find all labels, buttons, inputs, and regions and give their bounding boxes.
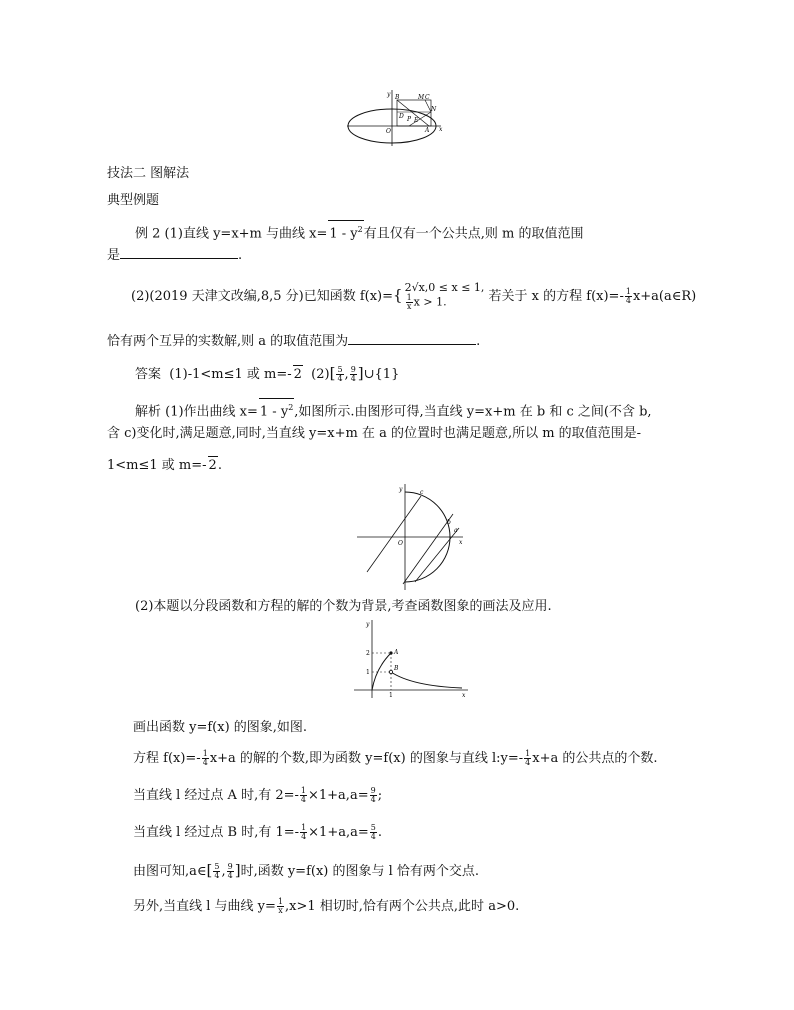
label-B: B	[395, 94, 400, 101]
label-P: P	[407, 116, 412, 123]
reciprocal-curve	[391, 672, 462, 688]
subheading: 典型例题	[107, 193, 160, 208]
step-2: 方程 f(x)=- $\frac{1}{4}$ x+a 的解的个数,即为函数 y=f(x) 的图象与直线 l:y=- $\frac{1}{4}$ x+a 的公共点的个数.	[133, 749, 658, 767]
step-1: 画出函数 y=f(x) 的图象,如图.	[133, 720, 308, 735]
tick-1: 1	[366, 669, 370, 676]
example-line-4: 恰有两个互异的实数解,则 a 的取值范围为 .	[107, 334, 481, 349]
section-heading: 技法二 图解法	[107, 166, 190, 181]
step-3: 当直线 l 经过点 A 时,有 2=- $\frac{1}{4}$ ×1+a,a= $\frac{9}{4}$ ;	[133, 786, 383, 804]
point-A	[389, 651, 392, 654]
label-D: D	[399, 113, 404, 120]
example-line-3: (2)(2019 天津文改编,8,5 分)已知函数 f(x)={ 2√x,0 ≤ x ≤ 1, $\frac{1}{x}$ x > 1. 若关于 x 的方程 f(x)=- $\frac{1}{4}$ x+a(a∈R)	[131, 281, 697, 311]
step-4: 当直线 l 经过点 B 时,有 1=- $\frac{1}{4}$ ×1+a,a= $\frac{5}{4}$ .	[133, 823, 382, 841]
segment	[409, 112, 431, 126]
label-A: A	[394, 649, 399, 656]
label-M: M	[418, 94, 425, 101]
label-C: C	[425, 94, 430, 101]
label-E: E	[414, 117, 419, 124]
part2-intro: (2)本题以分段函数和方程的解的个数为背景,考查函数图象的画法及应用.	[135, 599, 552, 614]
solution-line-1: 解析 (1)作出曲线 $x= 1 - y^2$,如图所示.由图形可得,当直线 y=x+m 在 b 和 c 之间(不含 b,	[107, 398, 725, 421]
label-O: O	[386, 128, 391, 135]
example-line-2: 是 .	[107, 248, 243, 263]
label-a: a	[454, 527, 458, 534]
ellipse-figure	[345, 88, 445, 148]
tick-x1: 1	[389, 692, 393, 699]
label-A: A	[425, 127, 430, 134]
semicircle-figure	[355, 482, 467, 592]
label-b: b	[447, 519, 451, 526]
step-5: 由图可知,a∈[ $\frac{5}{4}$ , $\frac{9}{4}$ ]时,函数 y=f(x) 的图象与 l 恰有两个交点.	[133, 861, 480, 880]
line-c	[367, 496, 421, 572]
label-N: N	[431, 106, 437, 113]
answer-line: 答案 (1)-1<m≤1 或 m=- 2 (2)[ $\frac{5}{4}$ , $\frac{9}{4}$ ]∪{1}	[135, 364, 400, 383]
label-x: x	[462, 692, 466, 699]
label-O: O	[398, 540, 403, 547]
label-x: x	[459, 539, 463, 546]
sqrt-curve	[372, 653, 391, 690]
label-y: y	[366, 621, 370, 628]
tick-2: 2	[366, 650, 370, 657]
point-B	[389, 670, 392, 673]
step-6: 另外,当直线 l 与曲线 y= $\frac{1}{x}$ ,x>1 相切时,恰有两个公共点,此时 a>0.	[133, 897, 520, 915]
label-y: y	[387, 91, 391, 98]
label-c: c	[420, 489, 424, 496]
solution-line-3: 1<m≤1 或 m=- 2.	[107, 458, 222, 473]
label-B: B	[394, 665, 399, 672]
example-line-1: 例 2 (1)直线 y=x+m 与曲线 $x= 1 - y^2$有且仅有一个公共点,则 m 的取值范围	[107, 220, 725, 243]
label-y: y	[399, 486, 403, 493]
line-b	[403, 514, 453, 584]
piecewise-graph	[352, 618, 472, 700]
solution-line-2: 含 c)变化时,满足题意,同时,当直线 y=x+m 在 a 的位置时也满足题意,所以 m 的取值范围是-	[107, 426, 642, 441]
label-x: x	[439, 126, 443, 133]
